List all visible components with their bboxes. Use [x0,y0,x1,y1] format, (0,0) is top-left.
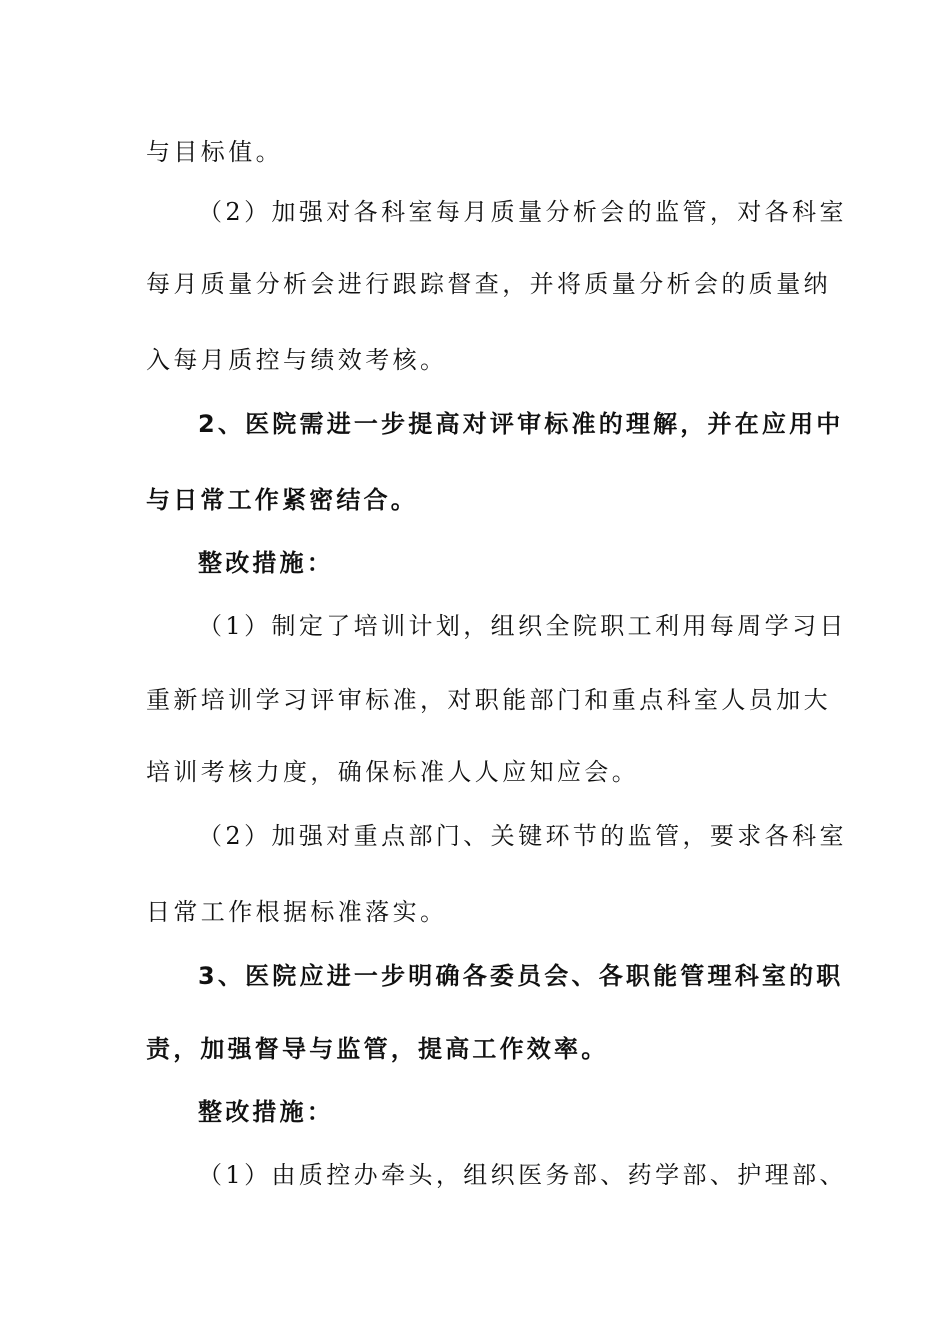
paragraph-line: （2）加强对重点部门、关键环节的监管，要求各科室 [198,822,847,850]
paragraph-line: 入每月质控与绩效考核。 [146,346,448,374]
paragraph-line: 日常工作根据标准落实。 [146,898,448,926]
measures-heading: 整改措施： [198,1098,334,1126]
paragraph-line: 培训考核力度，确保标准人人应知应会。 [146,758,640,786]
paragraph-line: 重新培训学习评审标准，对职能部门和重点科室人员加大 [146,686,831,714]
paragraph-line: 每月质量分析会进行跟踪督查，并将质量分析会的质量纳 [146,270,831,298]
section-heading: 2、医院需进一步提高对评审标准的理解，并在应用中 [198,410,844,438]
section-heading: 3、医院应进一步明确各委员会、各职能管理科室的职 [198,962,844,990]
section-heading: 与日常工作紧密结合。 [146,486,418,514]
measures-heading: 整改措施： [198,549,334,577]
paragraph-line: 与目标值。 [146,138,283,166]
paragraph-line: （1）制定了培训计划，组织全院职工利用每周学习日 [198,612,847,640]
paragraph-line: （2）加强对各科室每月质量分析会的监管，对各科室 [198,198,847,226]
paragraph-line: （1）由质控办牵头，组织医务部、药学部、护理部、 [198,1161,847,1189]
section-heading: 责，加强督导与监管，提高工作效率。 [146,1035,609,1063]
